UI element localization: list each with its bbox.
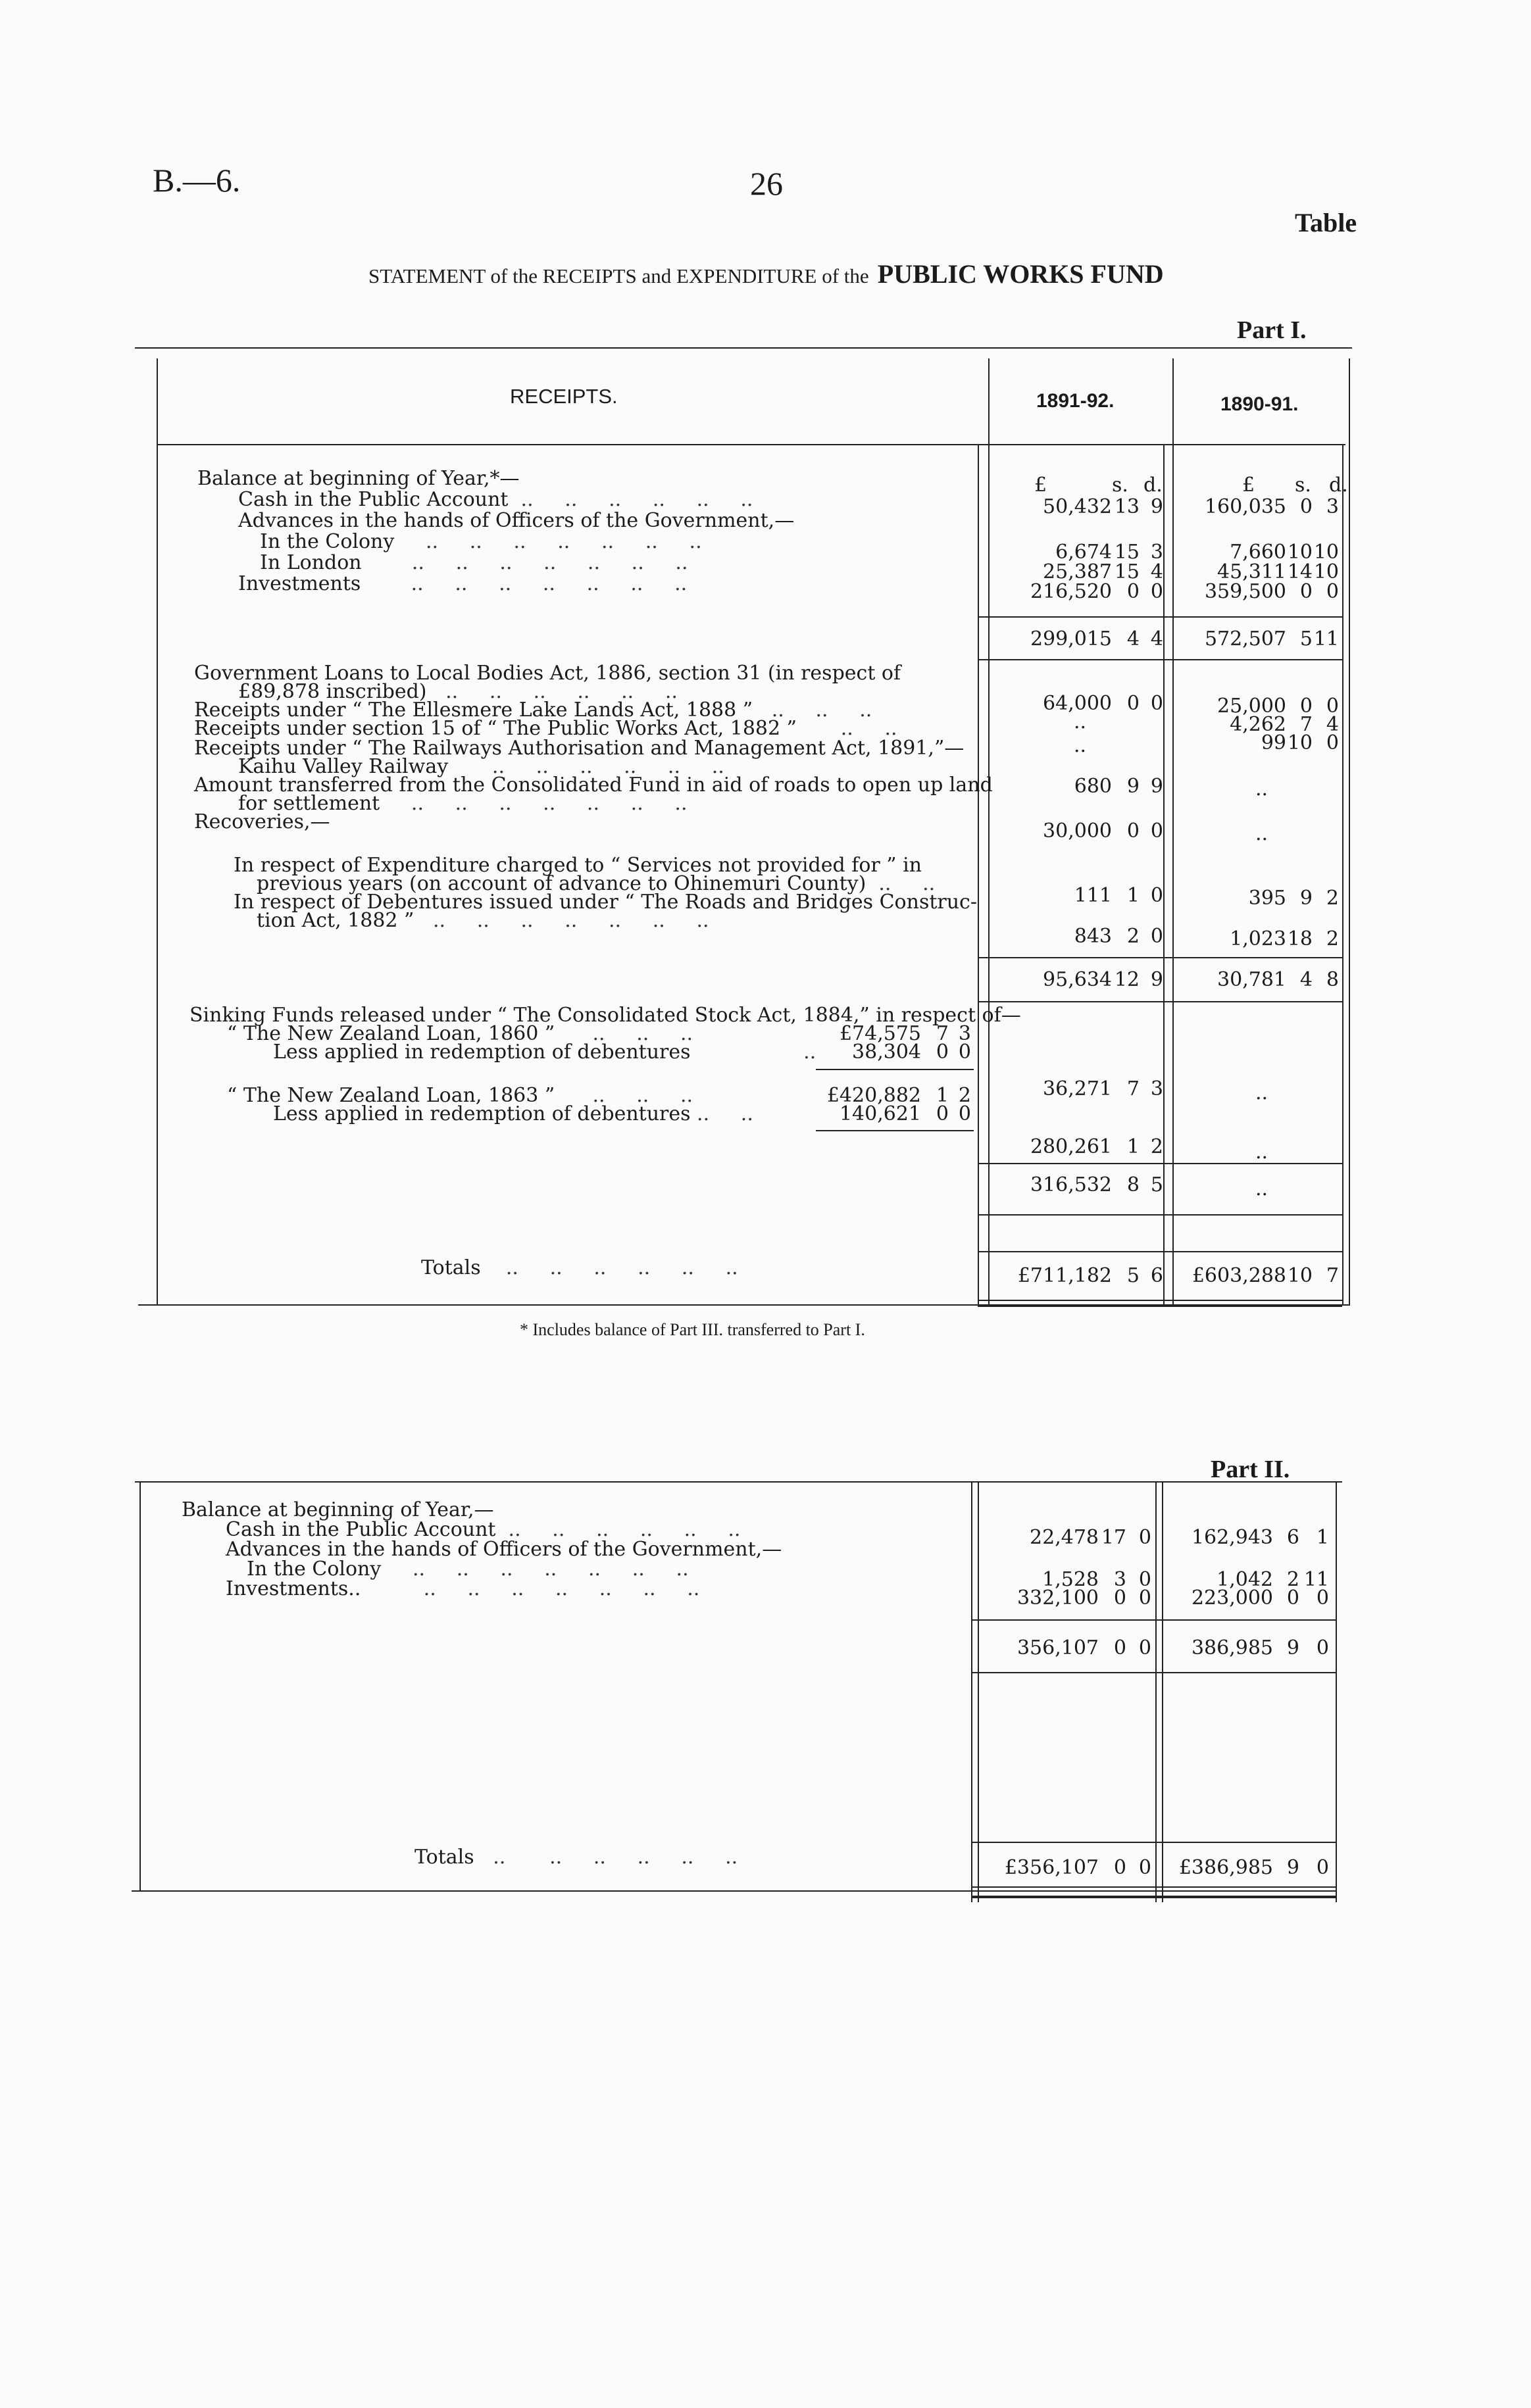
cell-shillings: 18 [1287, 927, 1313, 950]
cell-shillings: 15 [1114, 541, 1140, 564]
total-pounds: £356,107 [1004, 1856, 1099, 1879]
loan-1863-less-label: Less applied in redemption of debentures .. .. [273, 1102, 753, 1125]
row-label: In London .. .. .. .. .. .. .. [260, 551, 688, 574]
loan-1860-pounds: £74,575 [839, 1022, 921, 1045]
cell-shillings: 9 [1299, 887, 1313, 910]
cell-pounds: 395 [1248, 887, 1286, 910]
subtotal-shillings: 0 [1113, 1636, 1126, 1659]
cell-shillings: 0 [1126, 692, 1140, 715]
page-number: 26 [750, 165, 783, 202]
subtotal-pounds: 572,507 [1204, 627, 1286, 651]
loan-1863-pounds: £420,882 [826, 1084, 921, 1107]
part-two-label: Part II. [1211, 1456, 1290, 1483]
row-label: £89,878 inscribed) .. .. .. .. .. .. [238, 680, 678, 703]
subtotal-pounds: 299,015 [1030, 627, 1112, 651]
total-shillings: 0 [1113, 1856, 1126, 1879]
cell-shillings: 3 [1113, 1568, 1126, 1591]
loan-1863-label: “ The New Zealand Loan, 1863 ” .. .. .. [227, 1084, 693, 1107]
loan-1860-pence: 3 [958, 1022, 971, 1045]
cell-pence: 0 [1326, 580, 1339, 603]
row-label: In the Colony .. .. .. .. .. .. .. [260, 530, 702, 553]
cell-shillings: 1 [1126, 884, 1140, 907]
cell-pence: 11 [1303, 1568, 1329, 1591]
cell-pence: 0 [1150, 692, 1163, 715]
row-label: Kaihu Valley Railway .. .. .. .. .. .. [238, 755, 724, 778]
currency-shilling-b: s. [1295, 474, 1311, 497]
cell-pence: 0 [1150, 580, 1163, 603]
cell-shillings: 0 [1113, 1586, 1126, 1609]
row-label: previous years (on account of advance to Ohinemuri County) .. .. [257, 872, 936, 895]
cell-empty: .. [1255, 1141, 1268, 1164]
totals-label: Totals .. .. .. .. .. .. [414, 1846, 738, 1869]
title-plain: STATEMENT of the RECEIPTS and EXPENDITURE of the [368, 264, 869, 287]
cell-pounds: 160,035 [1204, 495, 1286, 518]
loan-1860-label: “ The New Zealand Loan, 1860 ” .. .. .. [227, 1022, 693, 1045]
total-shillings: 10 [1287, 1264, 1313, 1287]
total-pence: 7 [1326, 1264, 1339, 1287]
cell-pence: 10 [1313, 541, 1339, 564]
subtotal-pence: 5 [1150, 1173, 1163, 1196]
subtotal-pounds: 356,107 [1016, 1636, 1099, 1659]
cell-shillings: 10 [1287, 541, 1313, 564]
subtotal-pence: 11 [1313, 627, 1339, 651]
receipts-column-header: RECEIPTS. [510, 385, 618, 408]
loan-1863-net-shillings: 1 [1126, 1135, 1140, 1158]
cell-pence: 0 [1326, 731, 1339, 754]
statement-title [368, 258, 1164, 289]
cell-empty: .. [1074, 734, 1087, 757]
cell-pence: 3 [1326, 495, 1339, 518]
cell-pence: 9 [1150, 775, 1163, 798]
subtotal-shillings: 9 [1286, 1636, 1299, 1659]
cell-shillings: 0 [1299, 695, 1313, 718]
loan-1863-shillings: 1 [936, 1084, 949, 1107]
cell-empty: .. [1255, 822, 1268, 845]
row-label: Receipts under “ The Railways Authorisation and Management Act, 1891,”— [194, 737, 965, 760]
total-pence: 6 [1150, 1264, 1163, 1287]
loan-1860-net-pence: 3 [1150, 1077, 1163, 1100]
cell-pounds: 111 [1074, 884, 1112, 907]
total-pounds: £711,182 [1017, 1264, 1112, 1287]
cell-pence: 9 [1150, 495, 1163, 518]
cell-pounds: 45,311 [1217, 560, 1286, 583]
cell-shillings: 0 [1299, 495, 1313, 518]
cell-pounds: 332,100 [1016, 1586, 1099, 1609]
loan-1860-net-shillings: 7 [1126, 1077, 1140, 1100]
loan-1860-net-pounds: 36,271 [1043, 1077, 1112, 1100]
cell-shillings: 7 [1299, 713, 1313, 736]
subtotal-pence: 0 [1316, 1636, 1329, 1659]
cell-pounds: 25,000 [1217, 695, 1286, 718]
cell-pounds: 359,500 [1204, 580, 1286, 603]
cell-pence: 3 [1150, 541, 1163, 564]
cell-shillings: 10 [1287, 731, 1313, 754]
total-pence: 0 [1138, 1856, 1151, 1879]
row-label: Recoveries,— [194, 810, 330, 833]
cell-pounds: 30,000 [1043, 820, 1112, 843]
cell-pounds: 1,042 [1217, 1568, 1273, 1591]
subtotal-shillings: 12 [1114, 968, 1140, 991]
footnote: * Includes balance of Part III. transferred to Part I. [520, 1320, 865, 1339]
cell-pence: 0 [1326, 695, 1339, 718]
subtotal-pounds: 30,781 [1217, 968, 1286, 991]
cell-pounds: 4,262 [1230, 713, 1286, 736]
cell-pounds: 99 [1261, 731, 1286, 754]
loan-1863-pence: 2 [958, 1084, 971, 1107]
loan-1860-less-label: Less applied in redemption of debentures .. [273, 1041, 816, 1064]
cell-pence: 0 [1138, 1568, 1151, 1591]
part-one-label: Part I. [1237, 316, 1307, 344]
subtotal-pence: 0 [1138, 1636, 1151, 1659]
cell-empty: .. [1255, 777, 1268, 800]
cell-shillings: 15 [1114, 560, 1140, 583]
row-label: In respect of Expenditure charged to “ Services not provided for ” in [234, 854, 922, 877]
cell-pounds: 223,000 [1191, 1586, 1273, 1609]
cell-pence: 0 [1138, 1586, 1151, 1609]
cell-pounds: 7,660 [1230, 541, 1286, 564]
subtotal-shillings: 4 [1126, 627, 1140, 651]
row-label: tion Act, 1882 ” .. .. .. .. .. .. .. [257, 909, 709, 932]
row-label: In the Colony .. .. .. .. .. .. .. [247, 1558, 689, 1581]
cell-pounds: 1,023 [1230, 927, 1286, 950]
row-label: Advances in the hands of Officers of the Government,— [238, 509, 795, 532]
cell-pounds: 64,000 [1043, 692, 1112, 715]
currency-pound-b: £ [1242, 474, 1255, 497]
loan-1863-less-pounds: 140,621 [839, 1102, 921, 1125]
cell-shillings: 2 [1126, 925, 1140, 948]
cell-shillings: 0 [1299, 580, 1313, 603]
row-label: Balance at beginning of Year,*— [197, 467, 520, 490]
cell-pounds: 680 [1074, 775, 1112, 798]
cell-empty: .. [1255, 1081, 1268, 1104]
loan-1860-less-pence: 0 [958, 1041, 971, 1064]
subtotal-shillings: 8 [1126, 1173, 1140, 1196]
cell-shillings: 17 [1101, 1526, 1126, 1549]
cell-pence: 2 [1326, 927, 1339, 950]
loan-1863-net-pounds: 280,261 [1030, 1135, 1112, 1158]
subtotal-pence: 8 [1326, 968, 1339, 991]
cell-shillings: 0 [1286, 1586, 1299, 1609]
subtotal-pounds: 316,532 [1030, 1173, 1112, 1196]
cell-pence: 0 [1150, 820, 1163, 843]
title-bold: PUBLIC WORKS FUND [877, 259, 1164, 289]
loan-1863-less-shillings: 0 [936, 1102, 949, 1125]
cell-pounds: 162,943 [1191, 1526, 1273, 1549]
row-label: Government Loans to Local Bodies Act, 1886, section 31 (in respect of [194, 662, 901, 685]
total-shillings: 5 [1126, 1264, 1140, 1287]
cell-pence: 2 [1326, 887, 1339, 910]
loan-1860-shillings: 7 [936, 1022, 949, 1045]
cell-pounds: 843 [1074, 925, 1112, 948]
total-pounds: £603,288 [1192, 1264, 1286, 1287]
cell-pence: 0 [1150, 925, 1163, 948]
subtotal-shillings: 5 [1299, 627, 1313, 651]
cell-shillings: 2 [1286, 1568, 1299, 1591]
sinking-intro: Sinking Funds released under “ The Consolidated Stock Act, 1884,” in respect of— [189, 1004, 1021, 1027]
cell-pounds: 6,674 [1055, 541, 1112, 564]
row-label: Receipts under section 15 of “ The Public Works Act, 1882 ” .. .. [194, 717, 897, 740]
cell-pence: 0 [1316, 1586, 1329, 1609]
document-reference: B.—6. [153, 162, 241, 199]
row-label: In respect of Debentures issued under “ The Roads and Bridges Construc- [234, 891, 977, 914]
row-label: Amount transferred from the Consolidated Fund in aid of roads to open up land [194, 774, 993, 797]
table-word: Table [1295, 208, 1357, 237]
cell-shillings: 0 [1126, 820, 1140, 843]
cell-pence: 0 [1138, 1526, 1151, 1549]
loan-1863-less-pence: 0 [958, 1102, 971, 1125]
subtotal-pence: 9 [1150, 968, 1163, 991]
cell-shillings: 13 [1114, 495, 1140, 518]
loan-1860-less-shillings: 0 [936, 1041, 949, 1064]
cell-pounds: 22,478 [1030, 1526, 1099, 1549]
cell-pence: 4 [1150, 560, 1163, 583]
currency-pence-b: d. [1329, 474, 1348, 497]
row-label: Investments .. .. .. .. .. .. .. [238, 572, 688, 595]
row-label: Investments.. .. .. .. .. .. .. .. [226, 1577, 700, 1600]
cell-pounds: 50,432 [1043, 495, 1112, 518]
cell-shillings: 9 [1126, 775, 1140, 798]
loan-1860-less-pounds: 38,304 [852, 1041, 921, 1064]
cell-pence: 1 [1316, 1526, 1329, 1549]
row-label: for settlement .. .. .. .. .. .. .. [238, 792, 688, 815]
total-shillings: 9 [1286, 1856, 1299, 1879]
cell-pounds: 25,387 [1043, 560, 1112, 583]
row-label: Balance at beginning of Year,— [182, 1498, 494, 1521]
cell-empty: .. [1074, 710, 1087, 733]
subtotal-pounds: 95,634 [1043, 968, 1112, 991]
cell-shillings: 6 [1286, 1526, 1299, 1549]
total-pounds: £386,985 [1178, 1856, 1273, 1879]
cell-pence: 4 [1326, 713, 1339, 736]
cell-shillings: 0 [1126, 580, 1140, 603]
column-1891-92-header: 1891-92. [1036, 390, 1115, 412]
currency-shilling-a: s. [1112, 474, 1128, 497]
currency-pound-a: £ [1034, 474, 1047, 497]
currency-pence-a: d. [1143, 474, 1163, 497]
loan-1863-net-pence: 2 [1150, 1135, 1163, 1158]
subtotal-pounds: 386,985 [1191, 1636, 1273, 1659]
cell-pounds: 1,528 [1042, 1568, 1099, 1591]
cell-empty: .. [1255, 1177, 1268, 1200]
totals-label: Totals .. .. .. .. .. .. [421, 1256, 738, 1279]
column-1890-91-header: 1890-91. [1220, 393, 1299, 415]
cell-pence: 10 [1313, 560, 1339, 583]
cell-pounds: 216,520 [1030, 580, 1112, 603]
row-label: Receipts under “ The Ellesmere Lake Lands Act, 1888 ” .. .. .. [194, 699, 872, 722]
row-label: Cash in the Public Account .. .. .. .. .. .. [226, 1518, 741, 1541]
row-label: Cash in the Public Account .. .. .. .. .. .. [238, 488, 753, 511]
cell-shillings: 14 [1287, 560, 1313, 583]
subtotal-shillings: 4 [1299, 968, 1313, 991]
cell-pence: 0 [1150, 884, 1163, 907]
total-pence: 0 [1316, 1856, 1329, 1879]
subtotal-pence: 4 [1150, 627, 1163, 651]
row-label: Advances in the hands of Officers of the Government,— [226, 1538, 782, 1561]
